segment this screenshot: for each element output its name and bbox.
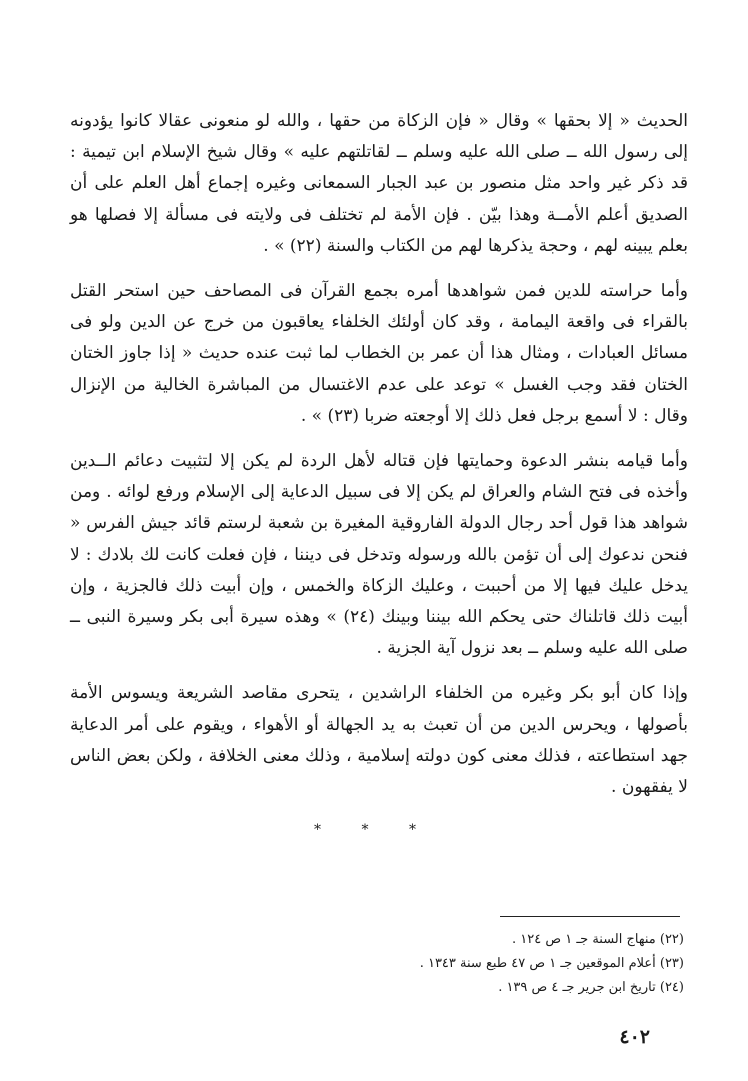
- paragraph-4: وإذا كان أبو بكر وغيره من الخلفاء الراشدين ، يتحرى مقاصد الشريعة ويسوس الأمة بأصولها ، ويحرس الدين من أن تعبث به يد الجهالة أو الأهواء ، ويقوم على أمر الدعاية جهد استطاعته ، فذلك معنى كون دولته إسلامية ، وذلك معنى الخلافة ، ولكن بعض الناس لا يفقهون .: [70, 683, 688, 798]
- footnote-24: (٢٤) تاريخ ابن جرير جـ ٤ ص ١٣٩ .: [498, 980, 684, 995]
- paragraph-2: وأما حراسته للدين فمن شواهدها أمره بجمع القرآن فى المصاحف حين استحر القتل بالقراء فى واقعة اليمامة ، وقد كان أولئك الخلفاء يعاقبون من خرج عن الدين ولو فى مسائل العبادات ، ومثال هذا أن عمر بن الخطاب لما ثبت عنده حديث « إذا جاوز الختان الختان فقد وجب الغسل » توعد على عدم الاغتسال من المباشرة الخالية من الإنزال وقال : لا أسمع برجل فعل ذلك إلا أوجعته ضربا (٢٣) » .: [70, 281, 688, 426]
- footnote-divider: [500, 916, 680, 917]
- footnote-22: (٢٢) منهاج السنة جـ ١ ص ١٢٤ .: [512, 932, 684, 947]
- page-number: ٤٠٢: [619, 1026, 650, 1048]
- footnote-23: (٢٣) أعلام الموقعين جـ ١ ص ٤٧ طبع سنة ١٣٤٣ .: [419, 956, 684, 971]
- section-separator: * * *: [314, 822, 434, 838]
- paragraph-1: الحديث « إلا بحقها » وقال « فإن الزكاة من حقها ، والله لو منعونى عقالا كانوا يؤدونه إلى رسول الله ــ صلى الله عليه وسلم ــ لقاتلتهم عليه » وقال شيخ الإسلام ابن تيمية : قد ذكر غير واحد مثل منصور بن عبد الجبار السمعانى وغيره إجماع أهل العلم على أن الصديق أعلم الأمــة وهذا بيّن . فإن الأمة لم تختلف فى ولايته فى مسألة إلا فصلها هو بعلم يبينه لهم ، وحجة يذكرها لهم من الكتاب والسنة (٢٢) » .: [70, 111, 688, 256]
- footnotes: [64, 928, 684, 1000]
- paragraph-3: وأما قيامه بنشر الدعوة وحمايتها فإن قتاله لأهل الردة لم يكن إلا لتثبيت دعائم الــدين وأخذه فى فتح الشام والعراق لم يكن إلا فى سبيل الدعاية إلى الإسلام ورفع لوائه . ومن شواهد هذا قول أحد رجال الدولة الفاروقية المغيرة بن شعبة لرستم قائد جيش الفرس « فنحن ندعوك إلى أن تؤمن بالله ورسوله وتدخل فى ديننا ، فإن فعلت كانت لك بلادك : لا يدخل عليك فيها إلا من أحببت ، وعليك الزكاة والخمس ، وإن أبيت ذلك فالجزية ، وإن أبيت ذلك قاتلناك حتى يحكم الله بيننا وبينك (٢٤) » وهذه سيرة أبى بكر وسيرة النبى ــ صلى الله عليه وسلم ــ بعد نزول آية الجزية .: [70, 451, 688, 659]
- main-text: [70, 106, 688, 803]
